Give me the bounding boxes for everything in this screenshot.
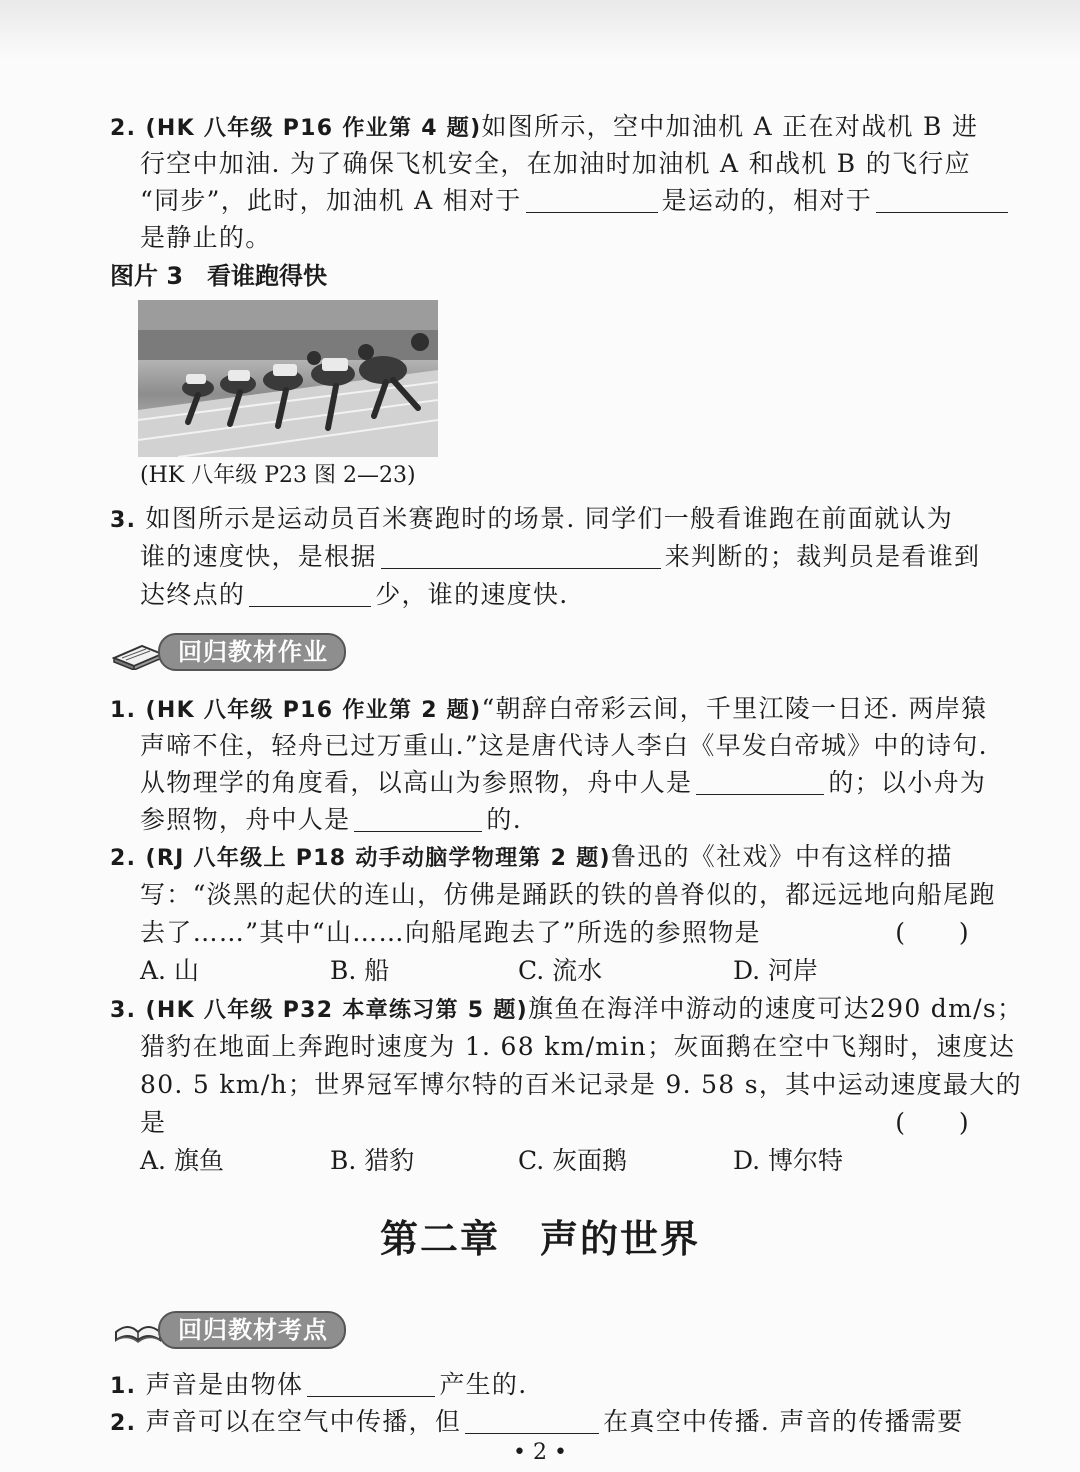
q2-line-2: 行空中加油. 为了确保飞机安全，在加油时加油机 A 和战机 B 的飞行应 bbox=[140, 149, 971, 178]
key-point-2 bbox=[110, 1403, 970, 1443]
textbook-reference: (HK 八年级 P16 作业第 4 题) bbox=[145, 116, 482, 141]
key-point-1 bbox=[110, 1366, 970, 1406]
figure-caption: (HK 八年级 P23 图 2—23) bbox=[140, 463, 416, 488]
option-a[interactable]: A. 山 bbox=[140, 956, 199, 985]
option-a[interactable]: A. 旗鱼 bbox=[140, 1146, 224, 1175]
question-text: 谁的速度快，是根据 bbox=[140, 542, 377, 571]
hw1-line-2: 声啼不住，轻舟已过万重山.”这是唐代诗人李白《早发白帝城》中的诗句. bbox=[140, 731, 988, 760]
option-c[interactable]: C. 流水 bbox=[518, 956, 603, 985]
answer-blank[interactable] bbox=[249, 580, 371, 607]
question-text: 的；以小舟为 bbox=[828, 768, 987, 797]
answer-blank[interactable] bbox=[876, 186, 1008, 213]
question-text: 在真空中传播. 声音的传播需要 bbox=[603, 1407, 964, 1436]
textbook-reference: (HK 八年级 P16 作业第 2 题) bbox=[145, 698, 482, 723]
question-number: 2. bbox=[110, 1411, 137, 1436]
option-c[interactable]: C. 灰面鹅 bbox=[518, 1146, 628, 1175]
question-text: 如图所示是运动员百米赛跑时的场景. 同学们一般看谁跑在前面就认为 bbox=[145, 504, 954, 533]
answer-blank[interactable] bbox=[381, 542, 661, 569]
question-text: 鲁迅的《社戏》中有这样的描 bbox=[610, 842, 953, 871]
option-d[interactable]: D. 博尔特 bbox=[733, 1146, 844, 1175]
answer-blank[interactable] bbox=[526, 186, 658, 213]
hw1-line-4 bbox=[140, 801, 970, 839]
section-label: 回归教材作业 bbox=[158, 633, 346, 671]
answer-blank[interactable] bbox=[354, 805, 482, 832]
hw2-line-1 bbox=[110, 838, 970, 878]
hw2-line-3 bbox=[140, 914, 970, 952]
question-text: 旗鱼在海洋中游动的速度可达290 dm/s； bbox=[528, 994, 1024, 1023]
question-text: 声音可以在空气中传播，但 bbox=[145, 1407, 462, 1436]
page-top-shadow bbox=[0, 0, 1080, 60]
question-text: 如图所示，空中加油机 A 正在对战机 B 进 bbox=[481, 112, 979, 141]
question-text: “同步”，此时，加油机 A 相对于 bbox=[140, 186, 522, 215]
answer-blank[interactable] bbox=[696, 768, 824, 795]
hw3-line-4 bbox=[140, 1104, 970, 1142]
question-text: “朝辞白帝彩云间，千里江陵一日还. 两岸猿 bbox=[481, 694, 988, 723]
chapter-title: 第二章 声的世界 bbox=[379, 1216, 700, 1261]
question-text: 是运动的，相对于 bbox=[661, 186, 873, 215]
question-text: 是 bbox=[140, 1108, 167, 1137]
option-b[interactable]: B. 猎豹 bbox=[330, 1146, 415, 1175]
answer-parentheses[interactable]: ( ) bbox=[895, 918, 970, 947]
q3-line-3 bbox=[140, 576, 970, 614]
question-number: 1. bbox=[110, 1374, 137, 1399]
question-number: 1. bbox=[110, 698, 137, 723]
question-text: 少，谁的速度快. bbox=[375, 580, 569, 609]
q2-line-1 bbox=[110, 108, 979, 148]
question-number: 2. bbox=[110, 846, 137, 871]
figure-title: 图片 3 看谁跑得快 bbox=[110, 262, 328, 290]
question-text: 参照物，舟中人是 bbox=[140, 805, 351, 834]
q2-line-3 bbox=[140, 182, 970, 220]
question-text: 产生的. bbox=[439, 1370, 528, 1399]
hw1-line-3 bbox=[140, 764, 987, 802]
sprint-start-photo bbox=[138, 300, 438, 457]
textbook-reference: (RJ 八年级上 P18 动手动脑学物理第 2 题) bbox=[145, 846, 611, 871]
option-d[interactable]: D. 河岸 bbox=[733, 956, 819, 985]
open-book-icon bbox=[112, 1310, 164, 1348]
question-number: 2. bbox=[110, 116, 137, 141]
section-label: 回归教材考点 bbox=[158, 1311, 346, 1349]
hw3-line-1 bbox=[110, 990, 1024, 1030]
option-b[interactable]: B. 船 bbox=[330, 956, 390, 985]
question-text: 的. bbox=[486, 805, 522, 834]
question-text: 声音是由物体 bbox=[145, 1370, 304, 1399]
q2-line-4: 是静止的。 bbox=[140, 223, 272, 252]
answer-blank[interactable] bbox=[307, 1370, 435, 1397]
answer-parentheses[interactable]: ( ) bbox=[895, 1108, 970, 1137]
question-text: 达终点的 bbox=[140, 580, 246, 609]
question-text: 从物理学的角度看，以高山为参照物，舟中人是 bbox=[140, 768, 693, 797]
q3-line-2 bbox=[140, 538, 981, 576]
book-icon bbox=[112, 632, 164, 670]
q3-line-1 bbox=[110, 500, 970, 540]
question-number: 3. bbox=[110, 998, 137, 1023]
question-number: 3. bbox=[110, 508, 137, 533]
hw2-line-2: 写：“淡黑的起伏的连山，仿佛是踊跃的铁的兽脊似的，都远远地向船尾跑 bbox=[140, 880, 996, 909]
page-number: • 2 • bbox=[513, 1440, 567, 1465]
hw3-line-3: 80. 5 km/h；世界冠军博尔特的百米记录是 9. 58 s，其中运动速度最大的 bbox=[140, 1070, 1022, 1099]
hw1-line-1 bbox=[110, 690, 988, 730]
answer-blank[interactable] bbox=[465, 1407, 599, 1434]
question-text: 来判断的；裁判员是看谁到 bbox=[664, 542, 981, 571]
hw3-line-2: 猎豹在地面上奔跑时速度为 1. 68 km/min；灰面鹅在空中飞翔时，速度达 bbox=[140, 1032, 1016, 1061]
question-text: 去了……”其中“山……向船尾跑去了”所选的参照物是 bbox=[140, 918, 761, 947]
textbook-reference: (HK 八年级 P32 本章练习第 5 题) bbox=[145, 998, 529, 1023]
sprinters-illustration bbox=[138, 300, 438, 457]
